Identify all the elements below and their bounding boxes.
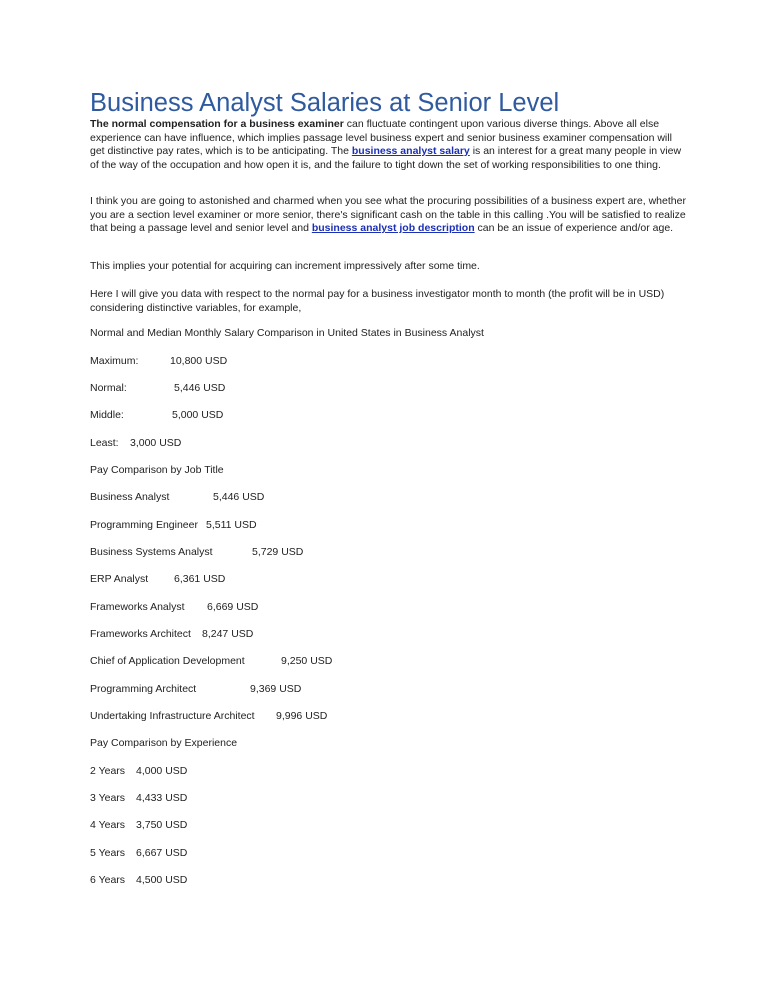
intro-text-2: is an interest for a great many people in view of the way of the occupation and how open it is, and the failure to tight down the set of working responsibilities to one thing. xyxy=(90,145,682,171)
experience-value: 3,750 USD xyxy=(136,819,188,831)
experience-heading: Pay Comparison by Experience xyxy=(90,737,238,749)
experience-label: 4 Years xyxy=(90,819,126,831)
stat-row xyxy=(90,382,225,395)
business-analyst-job-description-link[interactable]: business analyst job description xyxy=(311,222,475,234)
job-title-heading: Pay Comparison by Job Title xyxy=(90,464,224,476)
job-value: 8,247 USD xyxy=(202,628,254,640)
page-title: Business Analyst Salaries at Senior Level xyxy=(90,89,560,117)
experience-row xyxy=(90,819,187,832)
second-text-1: I think you are going to astonished and charmed when you see what the procuring possibilities of a business expert are, whether you are a section level examiner or more senior, there's significant cash on the table in this calling .You will be satisfied to realize that being a passage level and senior level and xyxy=(90,195,686,234)
job-row xyxy=(90,573,225,586)
job-row xyxy=(90,519,257,532)
stat-label: Middle: xyxy=(90,409,124,421)
job-label: ERP Analyst xyxy=(90,573,149,585)
experience-label: 2 Years xyxy=(90,765,126,777)
intro-bold-text: The normal compensation for a business examiner xyxy=(90,118,344,130)
experience-label: 3 Years xyxy=(90,792,126,804)
intro-paragraph xyxy=(90,118,686,172)
job-row xyxy=(90,655,332,668)
job-label: Frameworks Analyst xyxy=(90,601,185,613)
job-row xyxy=(90,710,327,723)
stat-value: 10,800 USD xyxy=(170,355,228,367)
job-value: 9,369 USD xyxy=(250,683,302,695)
experience-label: 6 Years xyxy=(90,874,126,886)
job-row xyxy=(90,628,253,641)
stat-value: 3,000 USD xyxy=(130,437,182,449)
job-row xyxy=(90,683,301,696)
job-label: Business Systems Analyst xyxy=(90,546,213,558)
experience-value: 4,433 USD xyxy=(136,792,188,804)
stat-label: Maximum: xyxy=(90,355,139,367)
stat-row xyxy=(90,409,223,422)
third-paragraph: This implies your potential for acquiring can increment impressively after some time. xyxy=(90,260,480,272)
job-label: Undertaking Infrastructure Architect xyxy=(90,710,255,722)
job-row xyxy=(90,491,264,504)
experience-row xyxy=(90,765,187,778)
experience-value: 4,500 USD xyxy=(136,874,188,886)
experience-row xyxy=(90,792,187,805)
job-value: 6,361 USD xyxy=(174,573,226,585)
job-value: 5,729 USD xyxy=(252,546,304,558)
job-value: 5,511 USD xyxy=(206,519,257,531)
job-label: Frameworks Architect xyxy=(90,628,191,640)
job-label: Business Analyst xyxy=(90,491,170,503)
intro-text-1: can fluctuate contingent upon various diverse things. Above all else experience can have influence, which implies passage level business expert and senior business examiner compensation will get distinctive pay rates, which is to be anticipating. The xyxy=(90,118,672,157)
second-paragraph xyxy=(90,195,686,236)
fourth-paragraph: Here I will give you data with respect to the normal pay for a business investigator month to month (the profit will be in USD) considering distinctive variables, for example, xyxy=(90,288,665,314)
second-text-2: can be an issue of experience and/or age. xyxy=(474,222,674,234)
stat-row xyxy=(90,437,181,450)
job-label: Programming Engineer xyxy=(90,519,198,531)
stat-value: 5,000 USD xyxy=(172,409,224,421)
stat-value: 5,446 USD xyxy=(174,382,226,394)
comparison-heading: Normal and Median Monthly Salary Comparison in United States in Business Analyst xyxy=(90,327,484,339)
experience-row xyxy=(90,847,187,860)
stat-row xyxy=(90,355,227,368)
job-value: 5,446 USD xyxy=(213,491,265,503)
stat-label: Normal: xyxy=(90,382,127,394)
job-row xyxy=(90,546,303,559)
stat-label: Least: xyxy=(90,437,119,449)
experience-row xyxy=(90,874,187,887)
job-row xyxy=(90,601,258,614)
business-analyst-salary-link[interactable]: business analyst salary xyxy=(351,145,470,157)
job-value: 9,996 USD xyxy=(276,710,328,722)
experience-value: 4,000 USD xyxy=(136,765,188,777)
job-label: Chief of Application Development xyxy=(90,655,245,667)
job-label: Programming Architect xyxy=(90,683,197,695)
experience-label: 5 Years xyxy=(90,847,126,859)
job-value: 9,250 USD xyxy=(281,655,333,667)
experience-value: 6,667 USD xyxy=(136,847,188,859)
job-value: 6,669 USD xyxy=(207,601,259,613)
